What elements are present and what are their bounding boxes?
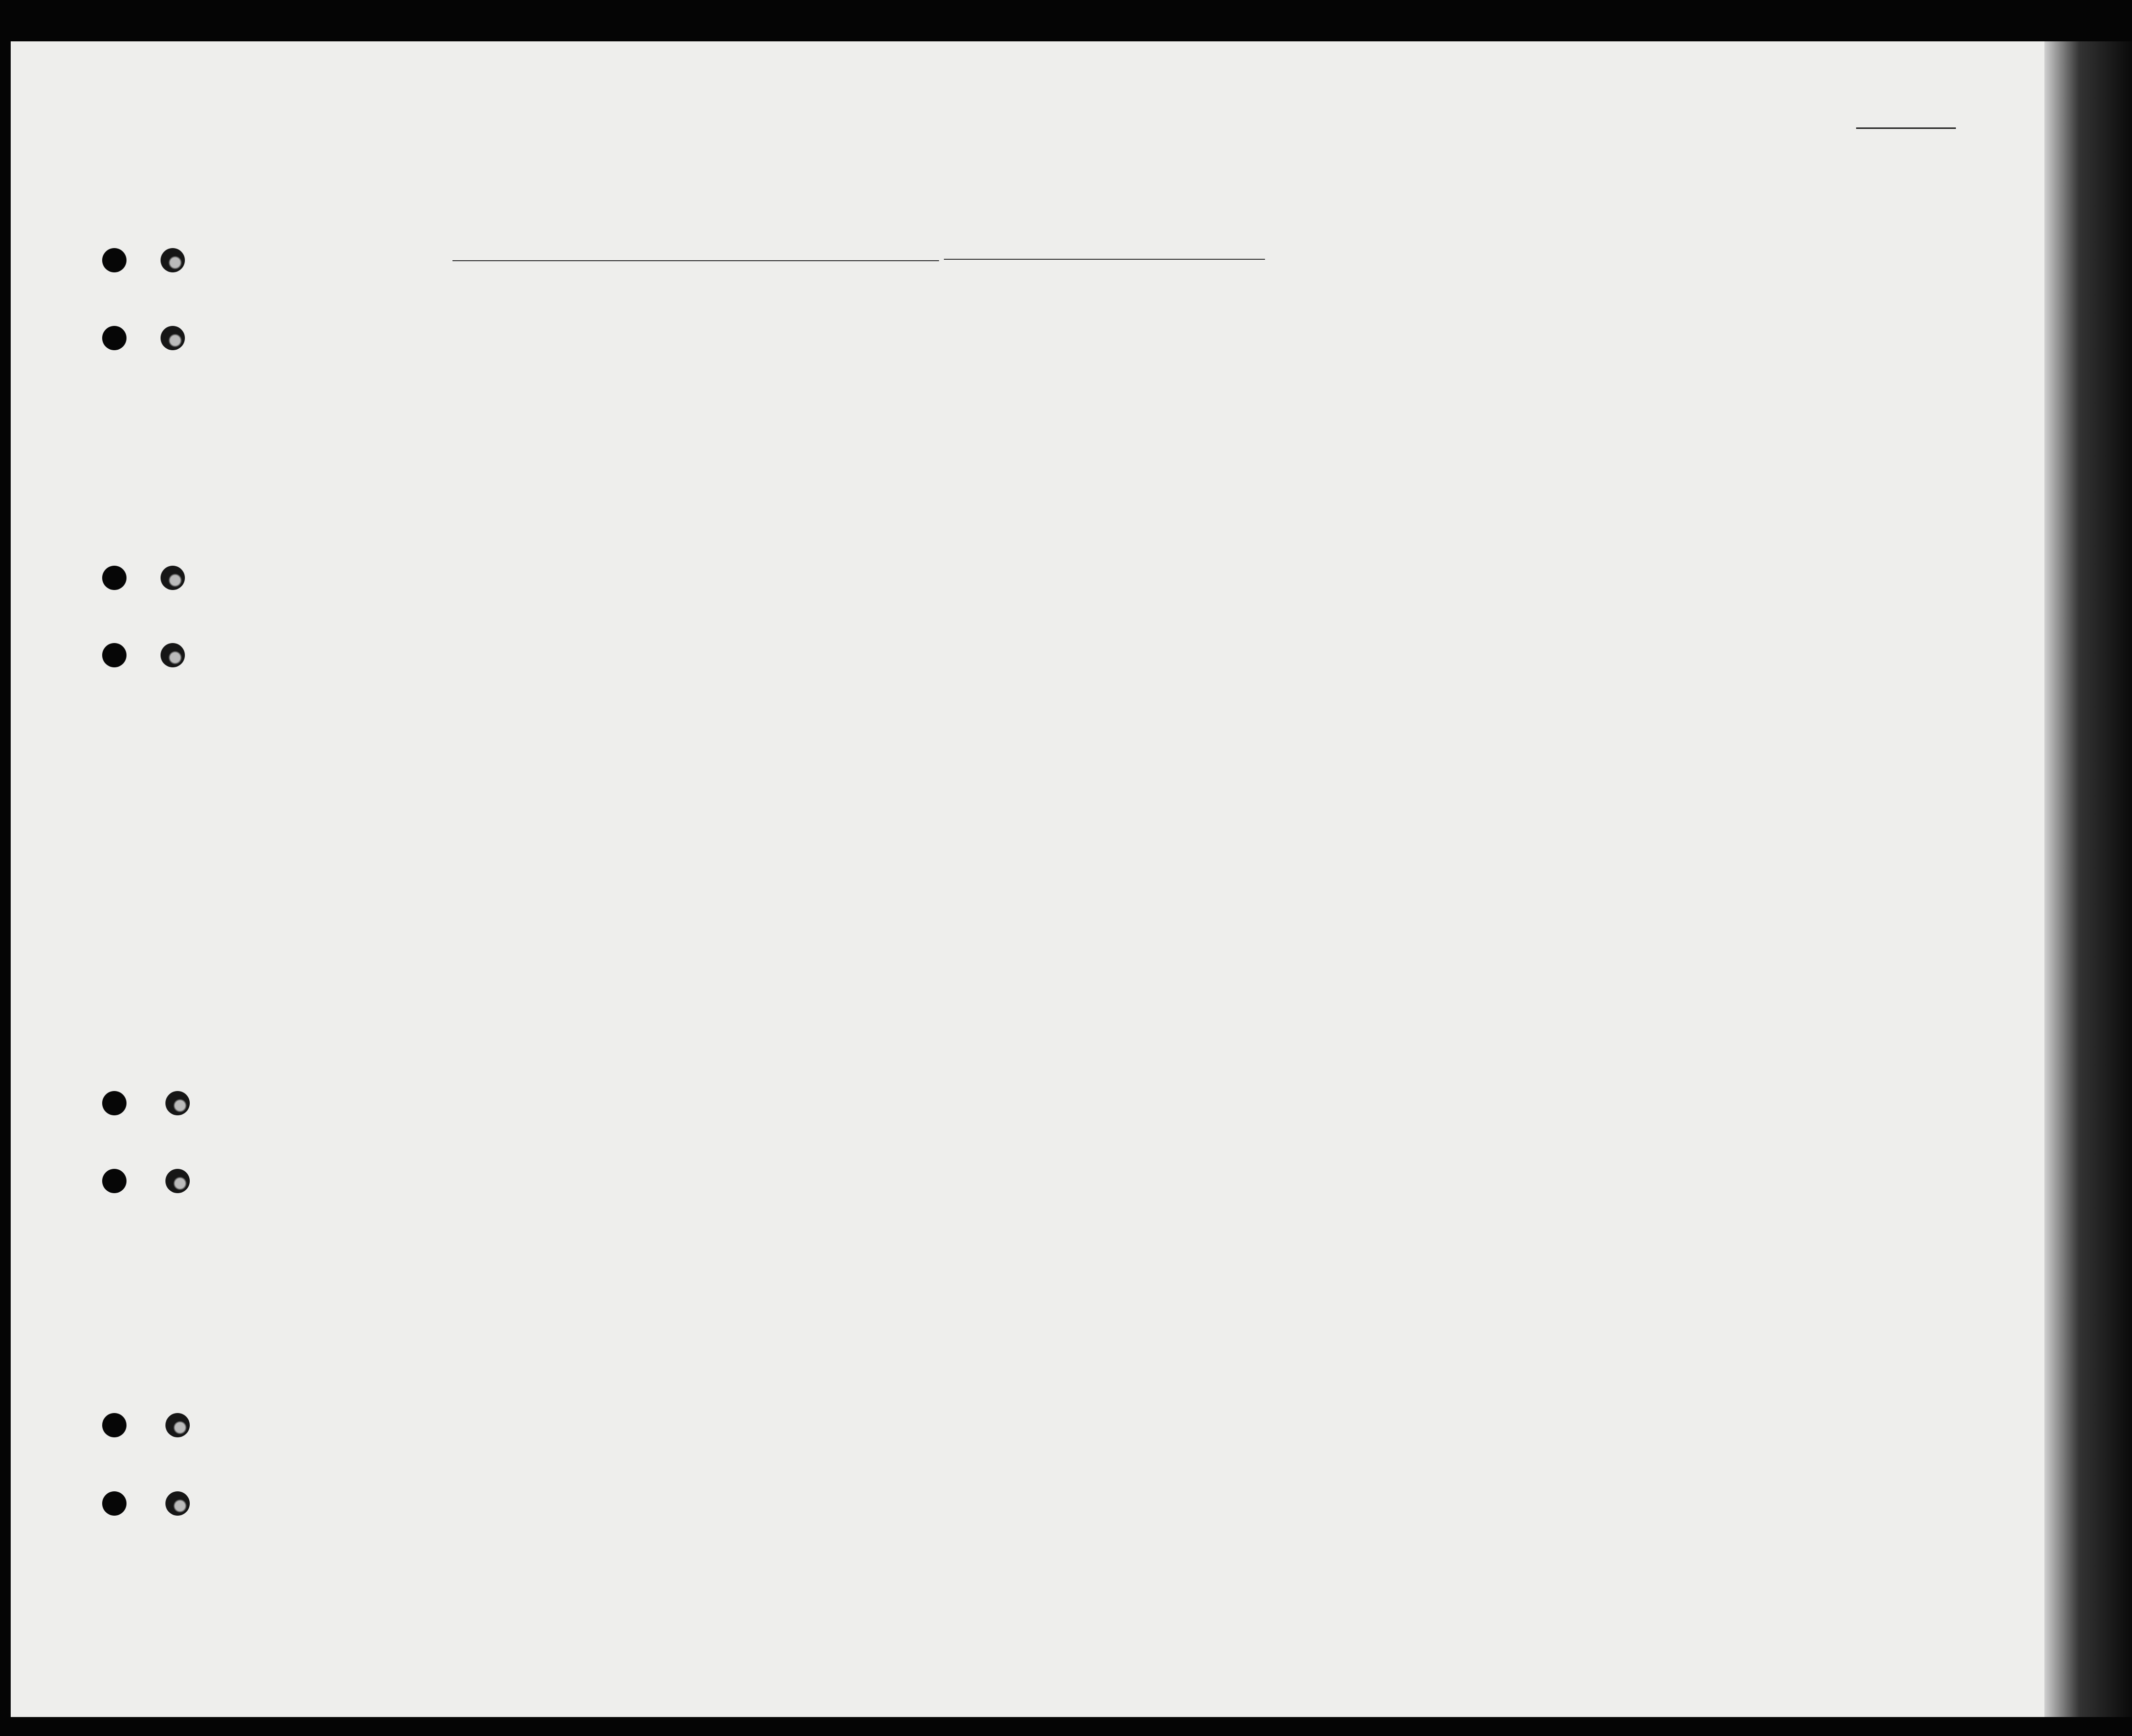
punch-hole bbox=[102, 1169, 126, 1193]
punch-hole bbox=[161, 248, 185, 272]
punch-hole bbox=[161, 643, 185, 667]
punch-hole bbox=[102, 1491, 126, 1516]
punch-hole bbox=[102, 566, 126, 590]
punch-hole bbox=[165, 1169, 190, 1193]
punch-hole bbox=[165, 1091, 190, 1115]
punch-hole bbox=[102, 1413, 126, 1437]
punch-hole bbox=[165, 1413, 190, 1437]
list-underline bbox=[1856, 127, 1956, 129]
punch-hole bbox=[161, 326, 185, 350]
punch-hole bbox=[102, 643, 126, 667]
punch-hole bbox=[165, 1491, 190, 1516]
punch-hole bbox=[102, 326, 126, 350]
punch-hole bbox=[102, 1091, 126, 1115]
punch-hole bbox=[102, 248, 126, 272]
date-line bbox=[944, 259, 1265, 260]
punch-hole bbox=[161, 566, 185, 590]
port-line bbox=[452, 260, 939, 261]
